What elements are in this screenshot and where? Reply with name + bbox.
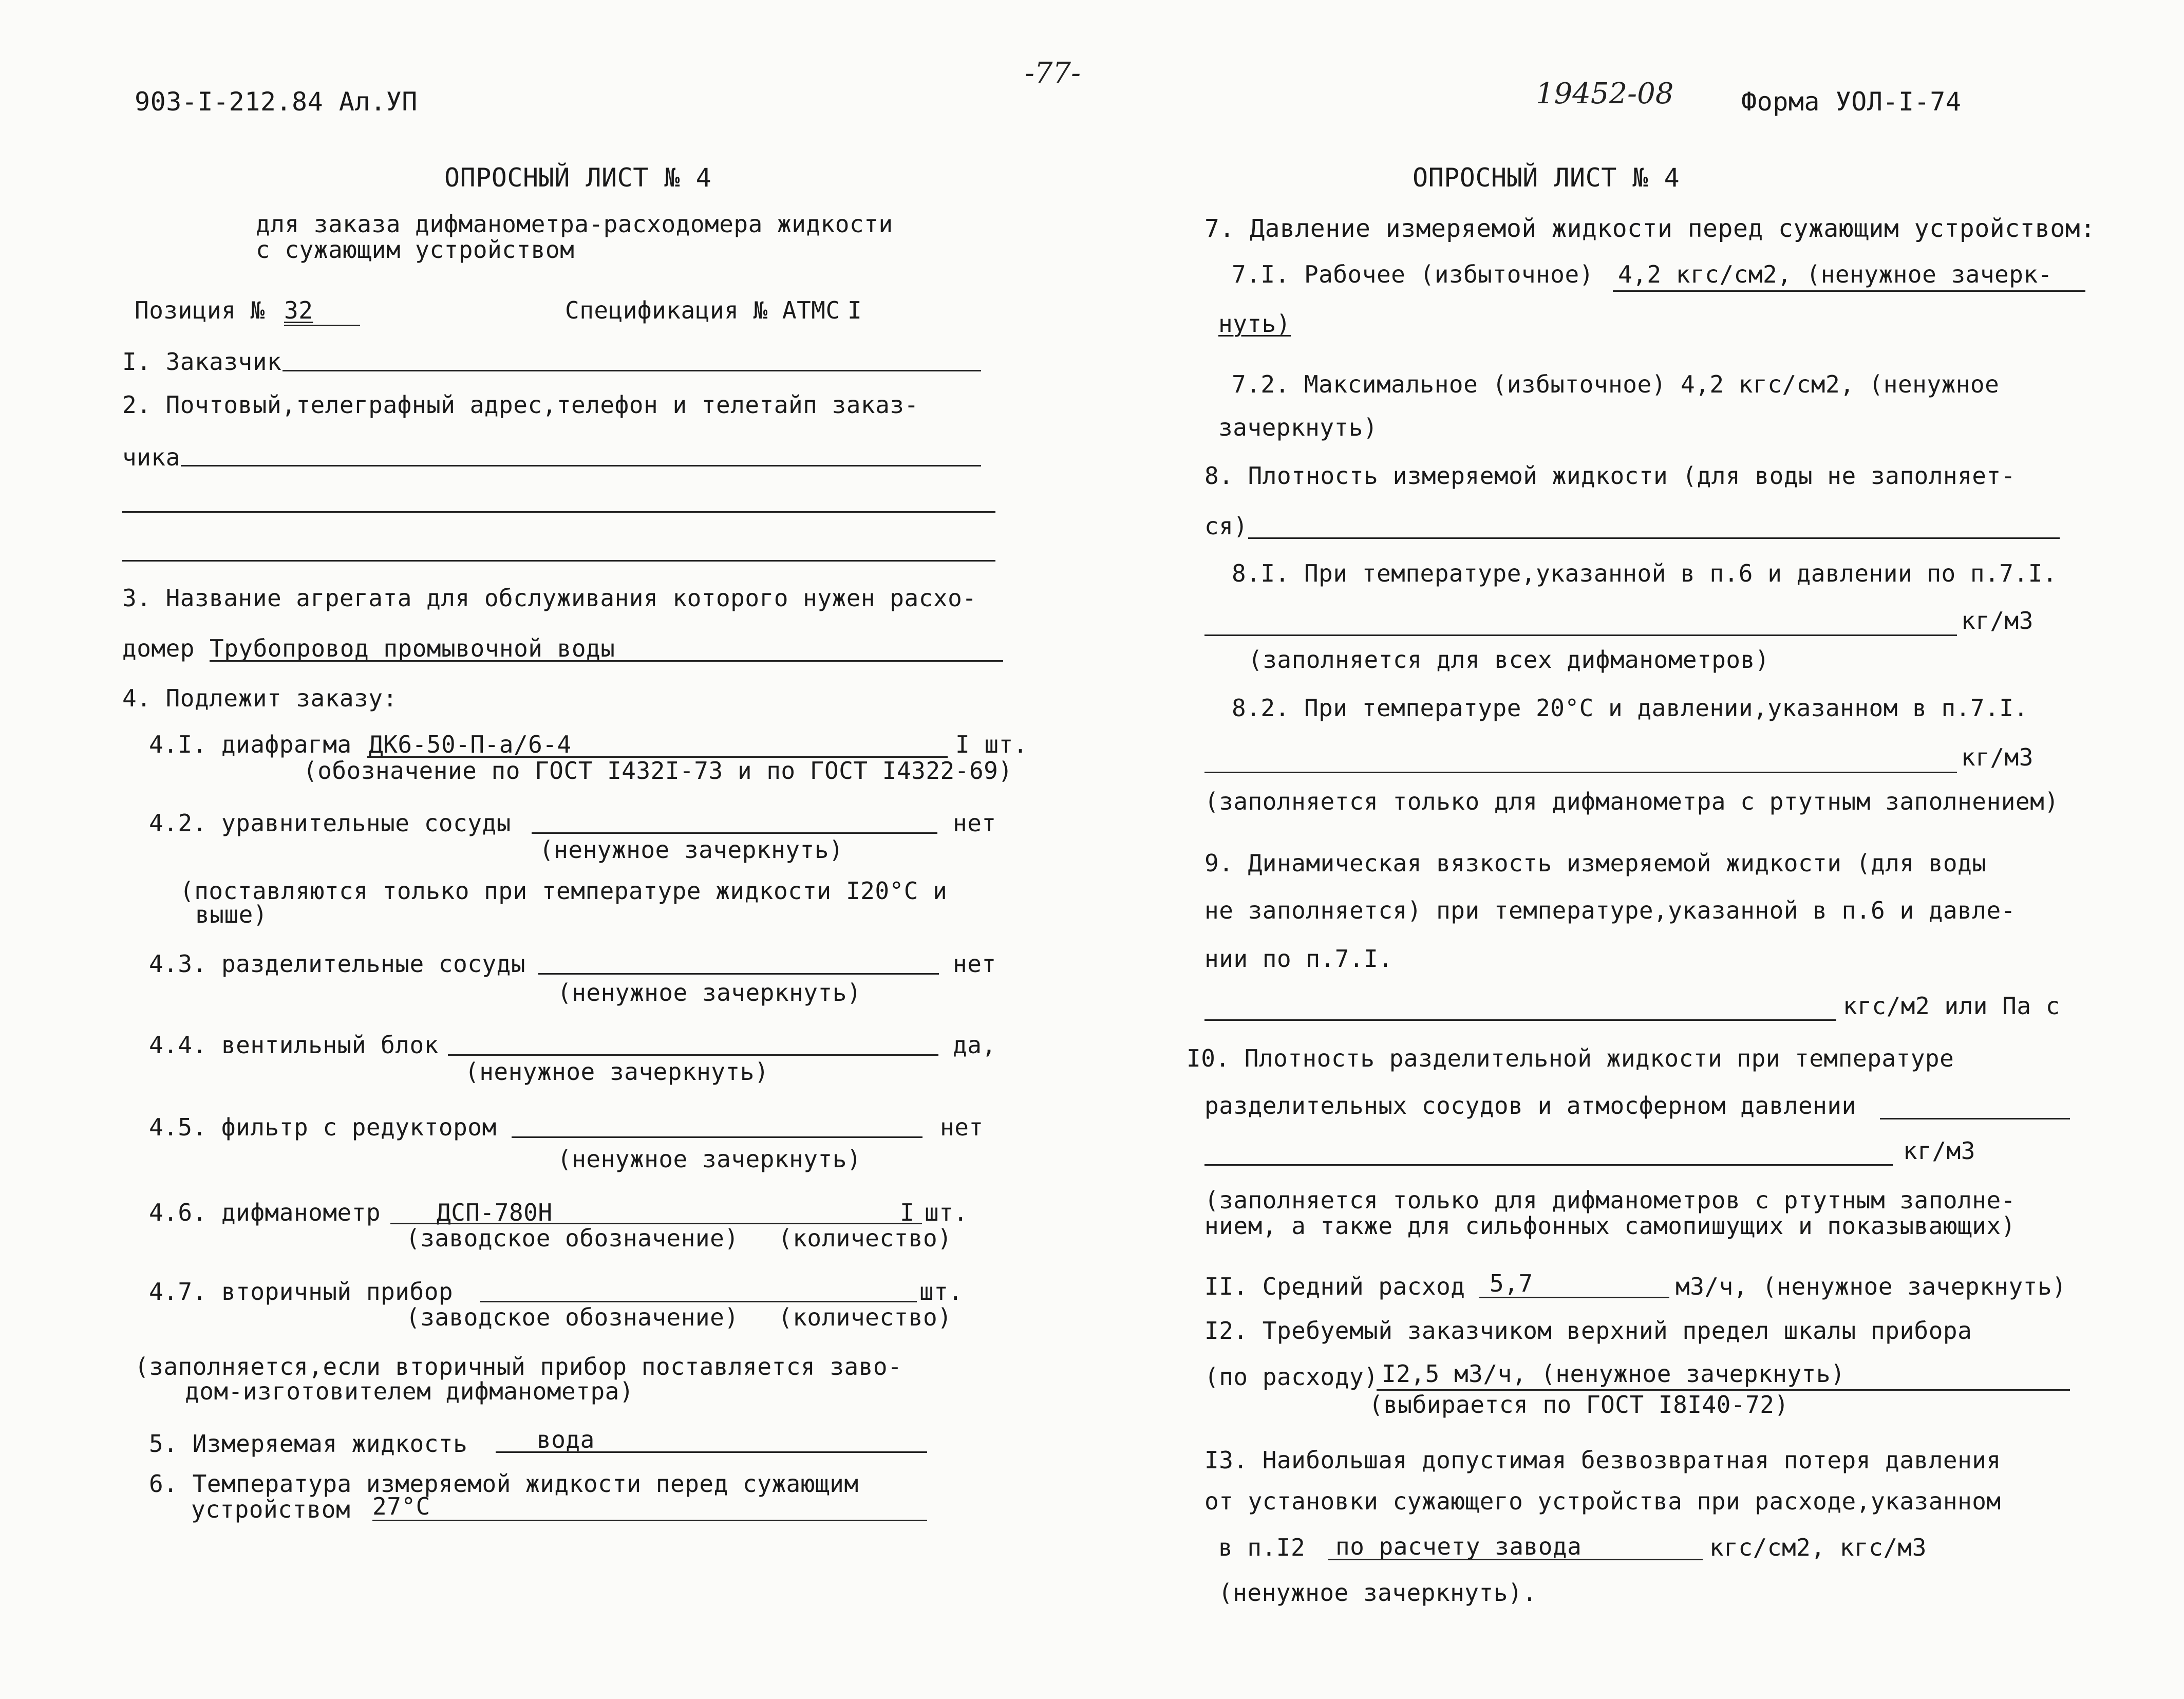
item-2b: чика bbox=[122, 443, 180, 471]
item-41-value: ДК6-50-П-а/6-4 bbox=[369, 731, 572, 758]
item-71-line bbox=[1613, 290, 2085, 292]
item-44-label: 4.4. вентильный блок bbox=[149, 1031, 439, 1059]
spec-label: Спецификация № АТМС bbox=[565, 296, 840, 324]
item-82: 8.2. При температуре 20°С и давлении,указанном в п.7.I. bbox=[1232, 694, 2028, 722]
item-13-label: в п.I2 bbox=[1218, 1534, 1306, 1561]
item-45-strike-note: (ненужное зачеркнуть) bbox=[557, 1145, 862, 1173]
item-43-line bbox=[538, 973, 939, 975]
item-46-quantity: (количество) bbox=[778, 1224, 952, 1252]
item-5-label: 5. Измеряемая жидкость bbox=[149, 1430, 468, 1458]
archive-number: 19452-08 bbox=[1536, 77, 1674, 110]
item-46-label: 4.6. дифманометр bbox=[149, 1199, 381, 1226]
item-7: 7. Давление измеряемой жидкости перед сужающим устройством: bbox=[1204, 214, 2096, 243]
item-13-value: по расчету завода bbox=[1335, 1533, 1582, 1560]
item-8b: ся) bbox=[1204, 512, 1248, 540]
item-6a: 6. Температура измеряемой жидкости перед сужающим bbox=[149, 1470, 859, 1498]
item-46-qty: I bbox=[900, 1199, 915, 1226]
item-13-unit: кгс/см2, кгс/м3 bbox=[1709, 1534, 1927, 1561]
item-12-label: (по расходу) bbox=[1204, 1363, 1379, 1391]
item-6-line bbox=[372, 1520, 927, 1521]
item-47-designation: (заводское обозначение) bbox=[406, 1303, 739, 1331]
item-45-value: нет bbox=[940, 1113, 984, 1141]
item-43-label: 4.3. разделительные сосуды bbox=[149, 950, 526, 978]
item-42-note-b: выше) bbox=[195, 901, 268, 928]
item-2-line-1 bbox=[181, 465, 981, 466]
item-10a: I0. Плотность разделительной жидкости при температуре bbox=[1187, 1044, 1954, 1072]
item-10-note-a: (заполняется только для дифманометров с ртутным заполне- bbox=[1204, 1186, 2016, 1214]
item-41-label: 4.I. диафрагма bbox=[149, 731, 352, 758]
item-9b: не заполняется) при температуре,указанной в п.6 и давле- bbox=[1204, 897, 2016, 924]
item-45-line bbox=[512, 1136, 922, 1138]
item-12-note: (выбирается по ГОСТ I8I40-72) bbox=[1369, 1391, 1789, 1418]
item-8-line bbox=[1248, 537, 2060, 539]
item-2a: 2. Почтовый,телеграфный адрес,телефон и телетайп заказ- bbox=[122, 391, 919, 419]
item-47-line bbox=[480, 1301, 917, 1302]
position-value: 32 bbox=[284, 296, 313, 324]
item-10-line-1 bbox=[1880, 1118, 2070, 1119]
item-11-unit: м3/ч, (ненужное зачеркнуть) bbox=[1675, 1273, 2067, 1300]
item-47-quantity: (количество) bbox=[778, 1303, 952, 1331]
item-82-line bbox=[1204, 772, 1957, 773]
item-10-note-b: нием, а также для сильфонных самопишущих и показывающих) bbox=[1204, 1212, 2016, 1240]
position-label: Позиция № bbox=[135, 296, 265, 324]
item-10b: разделительных сосудов и атмосферном давлении bbox=[1204, 1092, 1856, 1119]
item-9-line bbox=[1204, 1019, 1836, 1021]
item-42-line bbox=[532, 832, 937, 834]
item-13b: от установки сужающего устройства при расходе,указанном bbox=[1204, 1487, 2001, 1515]
item-43-strike-note: (ненужное зачеркнуть) bbox=[557, 979, 862, 1006]
spec-value: I bbox=[848, 296, 862, 324]
item-46-unit: шт. bbox=[925, 1199, 968, 1226]
item-4: 4. Подлежит заказу: bbox=[122, 684, 398, 712]
item-13-note: (ненужное зачеркнуть). bbox=[1218, 1579, 1537, 1607]
item-9a: 9. Динамическая вязкость измеряемой жидкости (для воды bbox=[1204, 849, 1987, 877]
item-41-note: (обозначение по ГОСТ I432I-73 и по ГОСТ I4322-69) bbox=[303, 757, 1013, 785]
item-13a: I3. Наибольшая допустимая безвозвратная потеря давления bbox=[1204, 1446, 2001, 1474]
item-3-value: Трубопровод промывочной воды bbox=[210, 634, 615, 662]
item-11-label: II. Средний расход bbox=[1204, 1273, 1465, 1300]
item-9-unit: кгс/м2 или Па с bbox=[1843, 992, 2060, 1020]
item-71-value-b: нуть) bbox=[1218, 310, 1291, 338]
position-line bbox=[284, 325, 360, 326]
item-41-qty: I шт. bbox=[955, 731, 1028, 758]
item-47-note-b: дом-изготовителем дифманометра) bbox=[185, 1377, 634, 1405]
item-46-designation: (заводское обозначение) bbox=[406, 1224, 739, 1252]
item-10-line-2 bbox=[1204, 1164, 1893, 1166]
item-44-line bbox=[448, 1054, 938, 1056]
item-6b: устройством bbox=[191, 1496, 351, 1523]
item-81: 8.I. При температуре,указанной в п.6 и давлении по п.7.I. bbox=[1232, 559, 2058, 587]
left-subtitle-1: для заказа дифманометра-расходомера жидкости bbox=[256, 210, 893, 238]
item-13-line bbox=[1328, 1559, 1703, 1560]
item-2-line-2 bbox=[122, 511, 995, 513]
item-42-strike-note: (ненужное зачеркнуть) bbox=[539, 836, 844, 864]
item-3b: домер bbox=[122, 634, 195, 662]
item-47-unit: шт. bbox=[919, 1278, 963, 1305]
item-81-unit: кг/м3 bbox=[1961, 607, 2034, 634]
item-3-line bbox=[210, 660, 1003, 662]
item-71-label: 7.I. Рабочее (избыточное) bbox=[1232, 260, 1594, 288]
document-code: 903-I-212.84 Ал.УП bbox=[135, 87, 418, 117]
item-46-value: ДСП-780Н bbox=[437, 1199, 553, 1226]
item-82-unit: кг/м3 bbox=[1961, 743, 2034, 771]
item-72a: 7.2. Максимальное (избыточное) 4,2 кгс/см2, (ненужное bbox=[1232, 370, 2000, 398]
item-10-unit: кг/м3 bbox=[1903, 1137, 1975, 1165]
item-43-value: нет bbox=[953, 950, 996, 978]
left-title: ОПРОСНЫЙ ЛИСТ № 4 bbox=[444, 163, 712, 193]
right-title: ОПРОСНЫЙ ЛИСТ № 4 bbox=[1413, 163, 1680, 193]
item-44-value: да, bbox=[953, 1031, 996, 1059]
item-6-value: 27°С bbox=[372, 1492, 430, 1520]
item-44-strike-note: (ненужное зачеркнуть) bbox=[465, 1058, 769, 1086]
page-number: -77- bbox=[1025, 57, 1081, 90]
item-82-note: (заполняется только для дифманометра с ртутным заполнением) bbox=[1204, 788, 2059, 815]
left-subtitle-2: с сужающим устройством bbox=[256, 236, 575, 264]
item-12a: I2. Требуемый заказчиком верхний предел шкалы прибора bbox=[1204, 1317, 1972, 1345]
item-5-line bbox=[496, 1451, 927, 1453]
item-5-value: вода bbox=[537, 1426, 595, 1453]
item-72b: зачеркнуть) bbox=[1218, 414, 1378, 441]
item-71-value: 4,2 кгс/см2, (ненужное зачерк- bbox=[1618, 260, 2053, 288]
item-1: I. Заказчик bbox=[122, 348, 282, 376]
item-1-line bbox=[283, 370, 981, 371]
item-81-line bbox=[1204, 634, 1957, 636]
form-label: Форма УОЛ-I-74 bbox=[1741, 87, 1962, 117]
item-9c: нии по п.7.I. bbox=[1204, 945, 1393, 973]
item-47-label: 4.7. вторичный прибор bbox=[149, 1278, 454, 1305]
item-8a: 8. Плотность измеряемой жидкости (для воды не заполняет- bbox=[1204, 462, 2016, 490]
item-11-value: 5,7 bbox=[1490, 1269, 1533, 1297]
item-42-note-a: (поставляются только при температуре жидкости I20°С и bbox=[180, 877, 948, 905]
item-11-line bbox=[1479, 1297, 1669, 1298]
item-12-value: I2,5 м3/ч, (ненужное зачеркнуть) bbox=[1382, 1360, 1846, 1388]
item-3a: 3. Название агрегата для обслуживания которого нужен расхо- bbox=[122, 584, 977, 612]
item-81-note: (заполняется для всех дифманометров) bbox=[1248, 646, 1769, 674]
item-2-line-3 bbox=[122, 560, 995, 562]
item-42-value: нет bbox=[953, 809, 996, 837]
item-47-note-a: (заполняется,если вторичный прибор поставляется заво- bbox=[135, 1353, 902, 1380]
item-42-label: 4.2. уравнительные сосуды bbox=[149, 809, 511, 837]
item-45-label: 4.5. фильтр с редуктором bbox=[149, 1113, 497, 1141]
